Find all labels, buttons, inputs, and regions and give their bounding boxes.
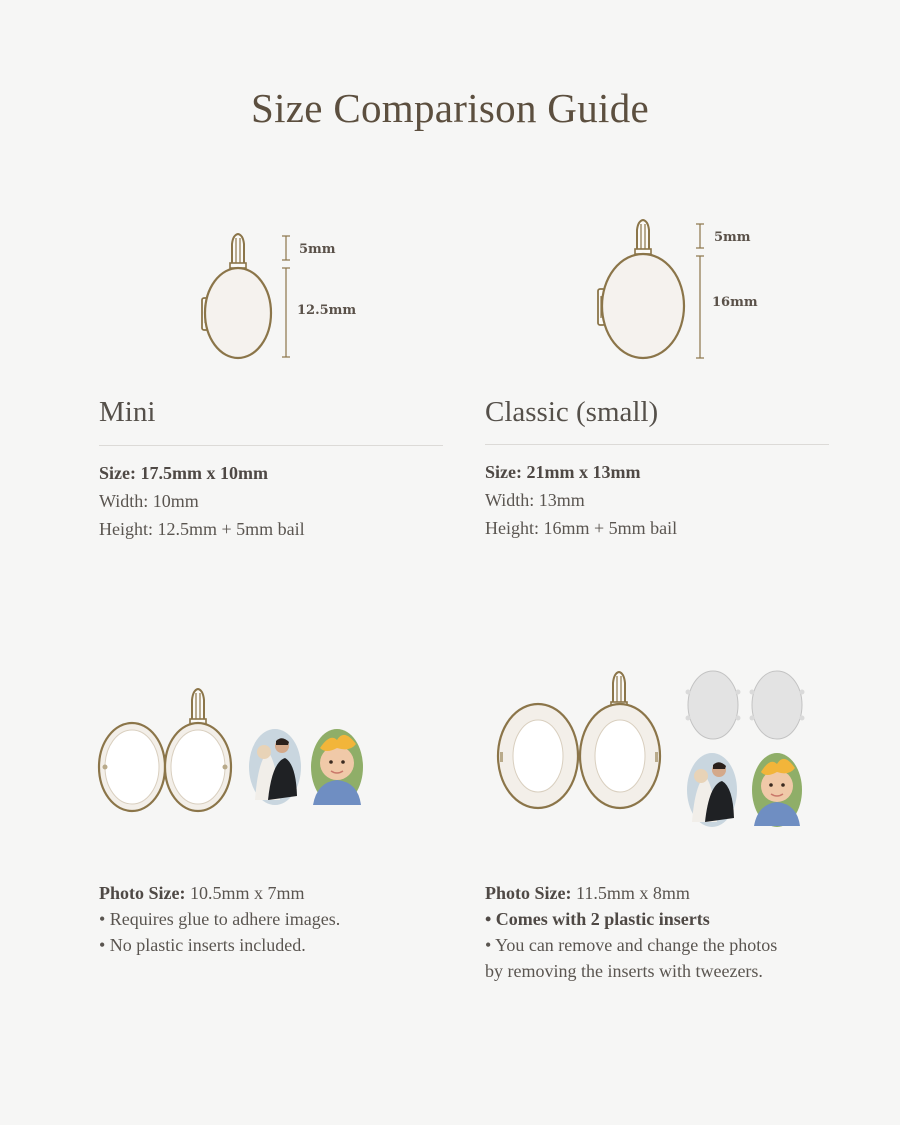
- page-title: Size Comparison Guide: [250, 85, 650, 131]
- classic-width: Width: 13mm: [485, 490, 585, 510]
- classic-photo-size-label: Photo Size:: [485, 883, 572, 903]
- mini-size-value: 17.5mm x 10mm: [140, 463, 268, 483]
- mini-note-glue: • Requires glue to adhere images.: [99, 909, 341, 929]
- classic-height: Height: 16mm + 5mm bail: [485, 518, 678, 538]
- mini-size-line: [99, 463, 268, 484]
- classic-body-dimension-label: 16mm: [712, 295, 758, 310]
- baby-photo-icon: [311, 729, 363, 805]
- classic-locket-closed-icon: [598, 220, 684, 358]
- classic-note-tweezers: by removing the inserts with tweezers.: [485, 961, 763, 981]
- mini-height: Height: 12.5mm + 5mm bail: [99, 519, 305, 539]
- mini-divider: [99, 445, 443, 446]
- wedding-photo-icon: [687, 753, 737, 827]
- mini-photo-size-value: 10.5mm x 7mm: [189, 883, 305, 903]
- mini-photo-size-line: [99, 883, 305, 904]
- classic-photo-size-value: 11.5mm x 8mm: [575, 883, 690, 903]
- classic-title: Classic (small): [485, 396, 659, 428]
- classic-locket-open-icon: [498, 672, 660, 808]
- classic-size-label: Size:: [485, 462, 522, 482]
- classic-photo-size-line: [485, 883, 690, 904]
- mini-title: Mini: [99, 396, 156, 428]
- mini-locket-open-icon: [99, 689, 231, 811]
- plastic-insert-icon: [686, 671, 741, 739]
- classic-note-inserts: • Comes with 2 plastic inserts: [485, 909, 710, 929]
- classic-size-line: [485, 462, 640, 483]
- mini-width: Width: 10mm: [99, 491, 199, 511]
- plastic-insert-icon: [750, 671, 805, 739]
- mini-locket-closed-icon: [202, 234, 271, 358]
- mini-note-no-inserts: • No plastic inserts included.: [99, 935, 306, 955]
- mini-bail-dimension-label: 5mm: [299, 242, 336, 257]
- classic-dimension-lines: [696, 224, 704, 358]
- wedding-photo-icon: [249, 729, 301, 805]
- classic-divider: [485, 444, 829, 445]
- classic-bail-dimension-label: 5mm: [714, 230, 751, 245]
- mini-size-label: Size:: [99, 463, 136, 483]
- mini-photo-size-label: Photo Size:: [99, 883, 186, 903]
- classic-size-value: 21mm x 13mm: [526, 462, 641, 482]
- mini-body-dimension-label: 12.5mm: [297, 303, 357, 318]
- baby-photo-icon: [752, 753, 802, 827]
- classic-note-remove: • You can remove and change the photos: [485, 935, 778, 955]
- mini-dimension-lines: [282, 236, 290, 357]
